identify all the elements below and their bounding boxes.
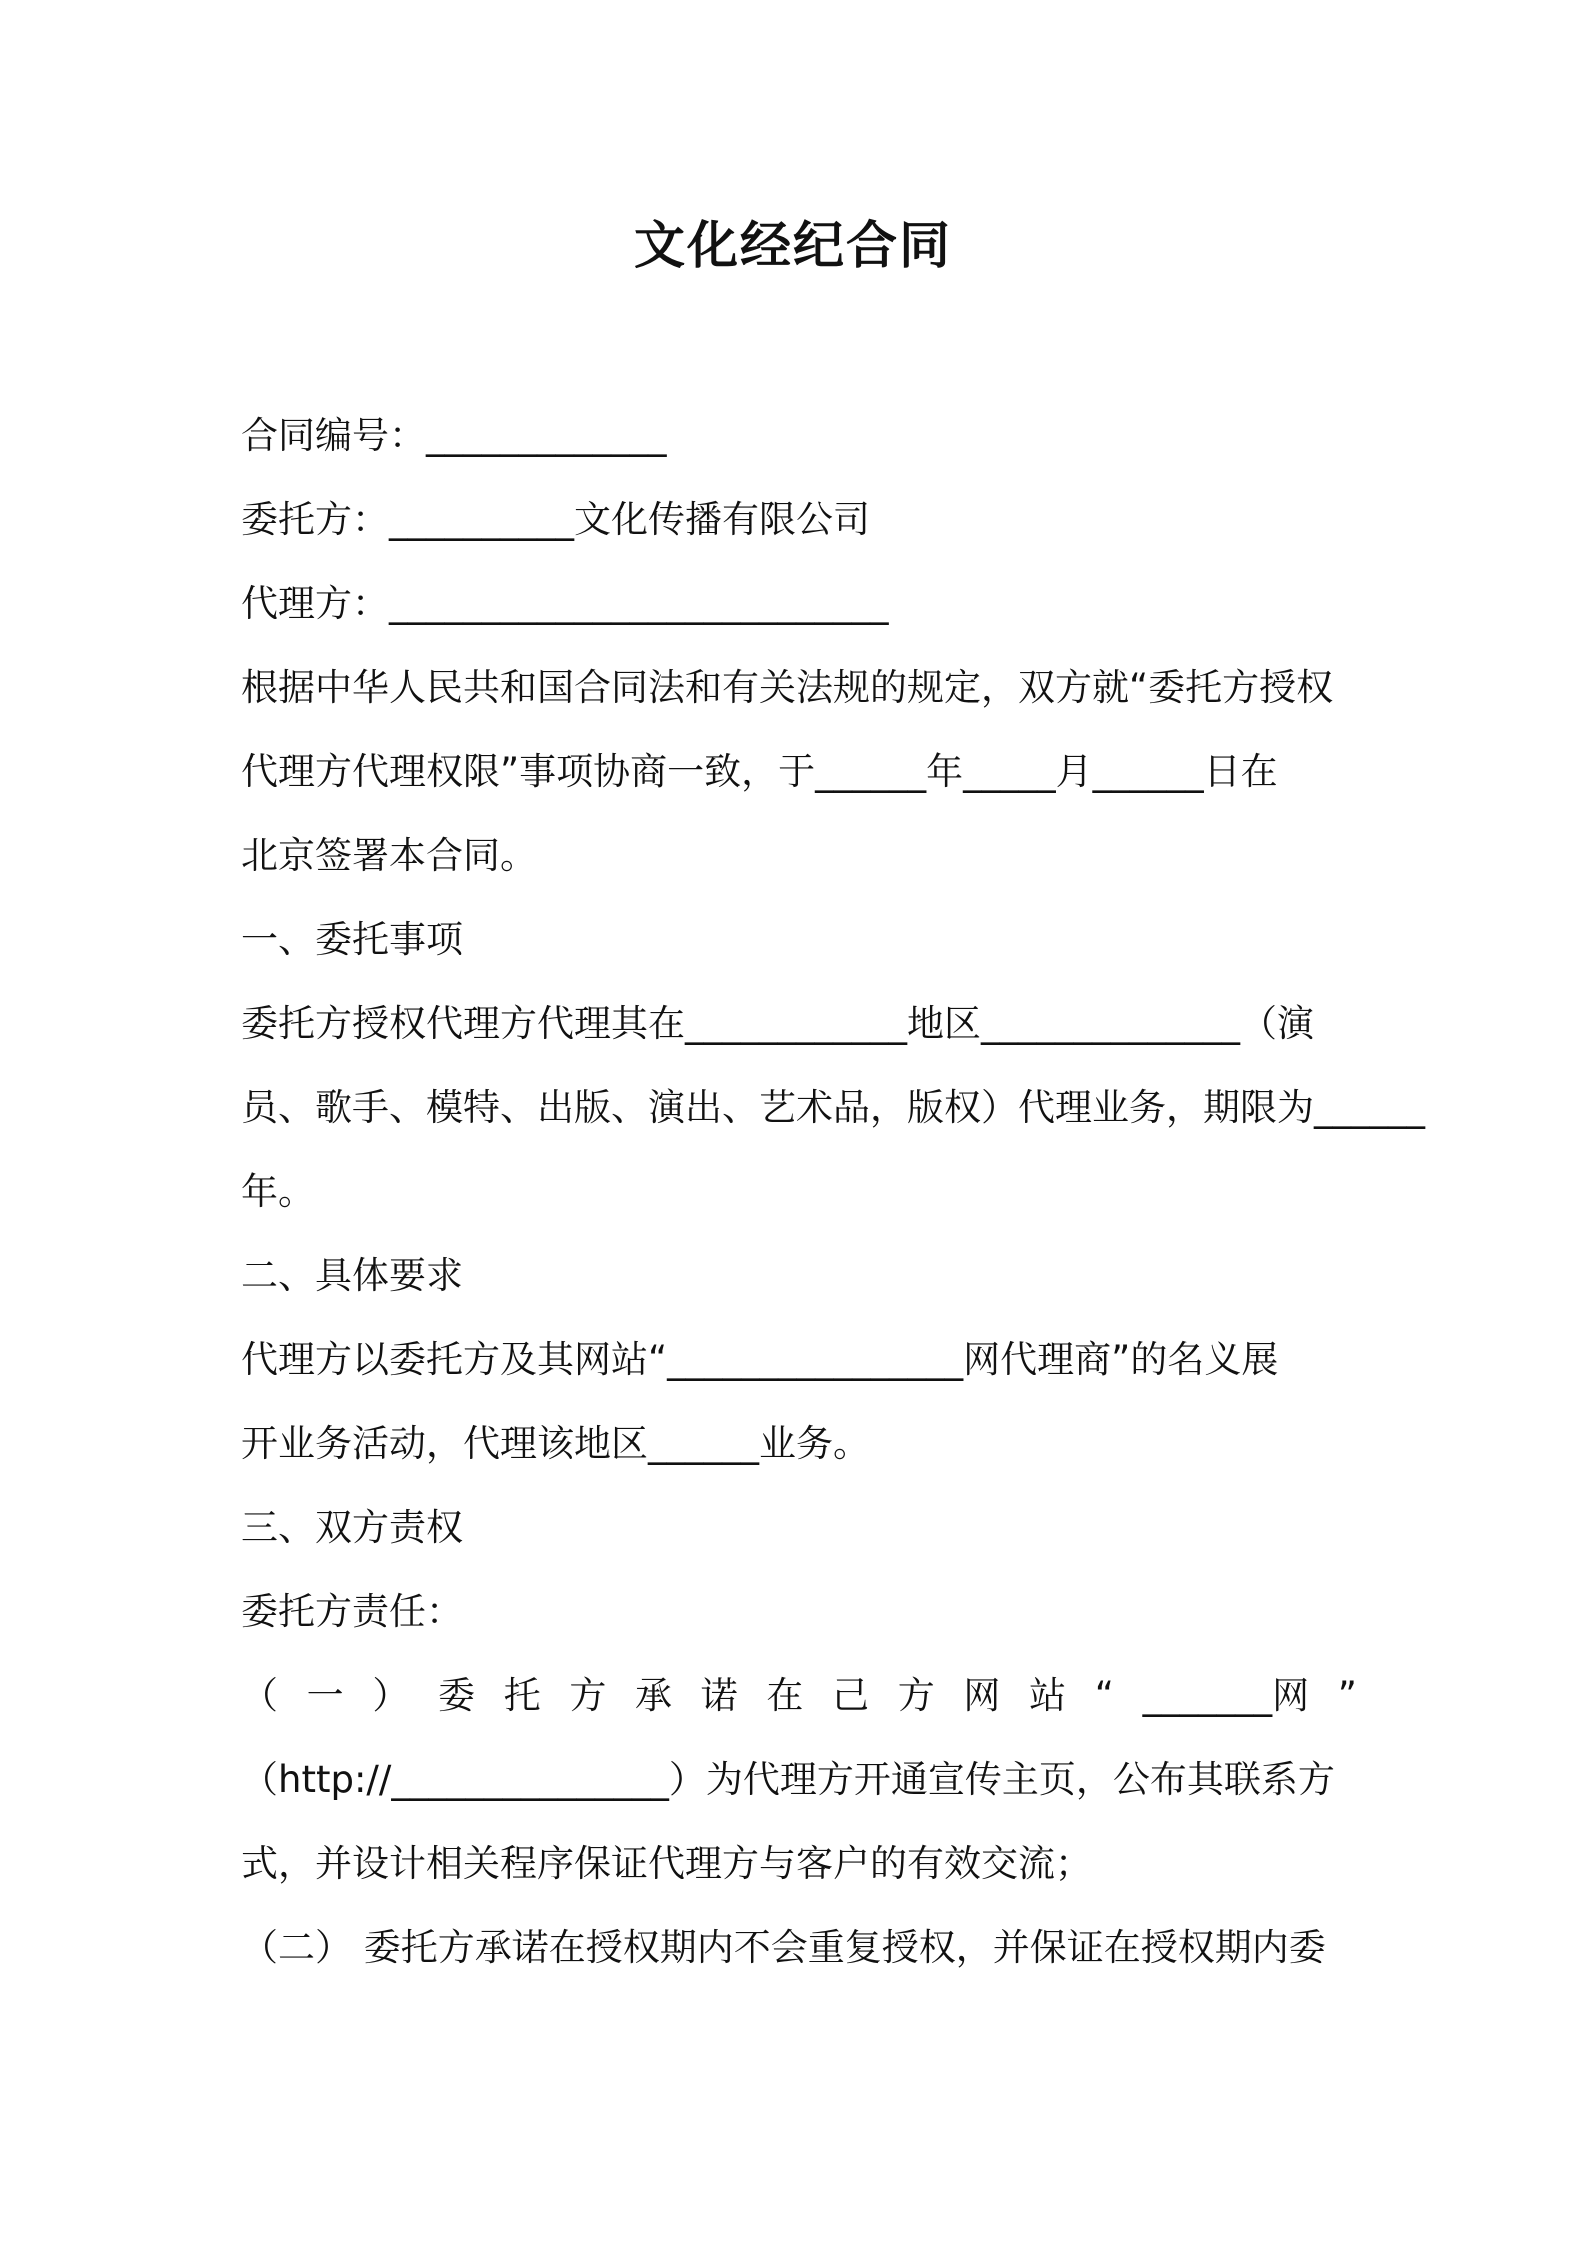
principal-line: 委托方：__________文化传播有限公司 [241,498,870,541]
item-token: 方 [897,1674,935,1717]
section-3-item-1-line-2: （http://_______________）为代理方开通宣传主页，公布其联系方 [241,1758,1335,1801]
item-token: ” [1337,1674,1357,1717]
item-token: “ [1094,1674,1114,1717]
section-3-subheading: 委托方责任： [241,1590,463,1633]
section-3-item-1-line-3: 式，并设计相关程序保证代理方与客户的有效交流； [241,1842,1092,1885]
preamble-line-2: 代理方代理权限”事项协商一致，于______年_____月______日在 [241,750,1278,793]
section-3-item-2: （二） 委托方承诺在授权期内不会重复授权，并保证在授权期内委 [241,1926,1326,1969]
section-1-line-2: 员、歌手、模特、出版、演出、艺术品，版权）代理业务，期限为______ [241,1086,1425,1129]
item-token: 托 [503,1674,541,1717]
section-3-item-1-first-line [241,1670,1357,1722]
item-token: ） [372,1674,410,1717]
item-token: 一 [306,1674,344,1717]
item-token: 委 [438,1674,476,1717]
document-title: 文化经纪合同 [633,217,952,276]
item-token: 方 [569,1674,607,1717]
item-token: 在 [766,1674,804,1717]
contract-number-line: 合同编号：_____________ [241,414,667,457]
item-token: 诺 [700,1674,738,1717]
section-2-heading: 二、具体要求 [241,1254,463,1297]
preamble-line-3: 北京签署本合同。 [241,834,537,877]
item-token: 己 [832,1674,870,1717]
item-token: 网 [963,1674,1001,1717]
item-token: _______网 [1142,1674,1310,1717]
section-1-heading: 一、委托事项 [241,918,463,961]
section-1-line-1: 委托方授权代理方代理其在____________地区______________（演 [241,1002,1314,1045]
preamble-line-1: 根据中华人民共和国合同法和有关法规的规定，双方就“委托方授权 [241,666,1334,709]
agent-line: 代理方：___________________________ [241,582,889,625]
section-3-heading: 三、双方责权 [241,1506,463,1549]
section-2-line-1: 代理方以委托方及其网站“________________网代理商”的名义展 [241,1338,1279,1381]
section-1-line-3: 年。 [241,1170,315,1213]
section-2-line-2: 开业务活动，代理该地区______业务。 [241,1422,870,1465]
item-token: 站 [1029,1674,1067,1717]
item-token: （ [241,1674,278,1717]
item-token: 承 [635,1674,673,1717]
